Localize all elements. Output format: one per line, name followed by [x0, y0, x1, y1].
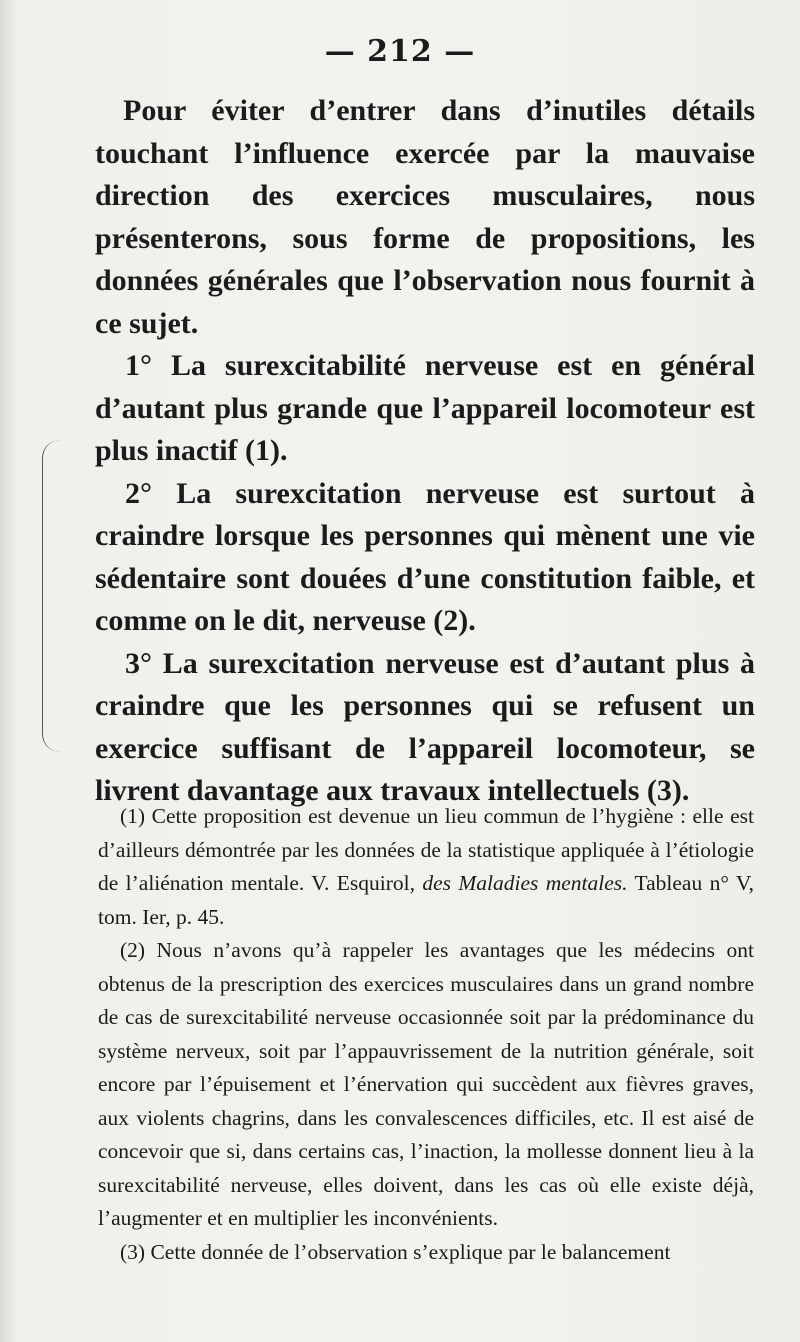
- proposition-3: 3° La surexcitation nerveuse est d’autant plus à craindre que les personnes qui se refusent un exercice suffisant de l’appareil locomoteur, se livrent davantage aux travaux intellectuels (3).: [95, 646, 755, 807]
- footnote-2: (2) Nous n’avons qu’à rappeler les avantages que les médecins ont obtenus de la prescription des exercices musculaires dans un grand nombre de cas de surexcitabilité nerveuse occasionnée soit par la prédominance du système nerveux, soit par l’appauvrissement de la nutrition générale, soit encore par l’épuisement et l’énervation qui succèdent aux fièvres graves, aux violents chagrins, dans les convalescences difficiles, etc. Il est aisé de concevoir que si, dans certains cas, l’inaction, la mollesse donnent lieu à la surexcitabilité nerveuse, elles doivent, dans les cas où elle existe déjà, l’augmenter et en multiplier les inconvénients.: [98, 938, 754, 1230]
- footnote-1-text: (1) Cette proposition est devenue un lieu commun de l’hygiène : elle est d’ailleurs démontrée par les données de la statistique appliquée à l’étiologie de l’aliénation mentale. V. Esquirol,: [98, 804, 754, 895]
- footnote-1-title: des Maladies mentales.: [422, 871, 628, 895]
- margin-bracket-mark: [42, 440, 65, 752]
- footnote-1-ref: Tableau n° V, tom. Ier, p. 45.: [98, 871, 754, 929]
- intro-paragraph: Pour éviter d’entrer dans d’inutiles détails touchant l’influence exercée par la mauvaise direction des exercices musculaires, nous présenterons, sous forme de propositions, les données générales que l’observation nous fournit à ce sujet.: [95, 94, 755, 340]
- proposition-1: 1° La surexcitabilité nerveuse est en général d’autant plus grande que l’appareil locomoteur est plus inactif (1).: [95, 349, 755, 467]
- proposition-2: 2° La surexcitation nerveuse est surtout à craindre lorsque les personnes qui mènent une vie sédentaire sont douées d’une constitution faible, et comme on le dit, nerveuse (2).: [95, 476, 755, 637]
- footnotes: [98, 800, 754, 1269]
- page-number: — 212 —: [324, 34, 476, 69]
- footnote-1: [98, 800, 754, 934]
- main-text: [95, 90, 755, 813]
- footnote-3: (3) Cette donnée de l’observation s’explique par le balancement: [120, 1239, 671, 1264]
